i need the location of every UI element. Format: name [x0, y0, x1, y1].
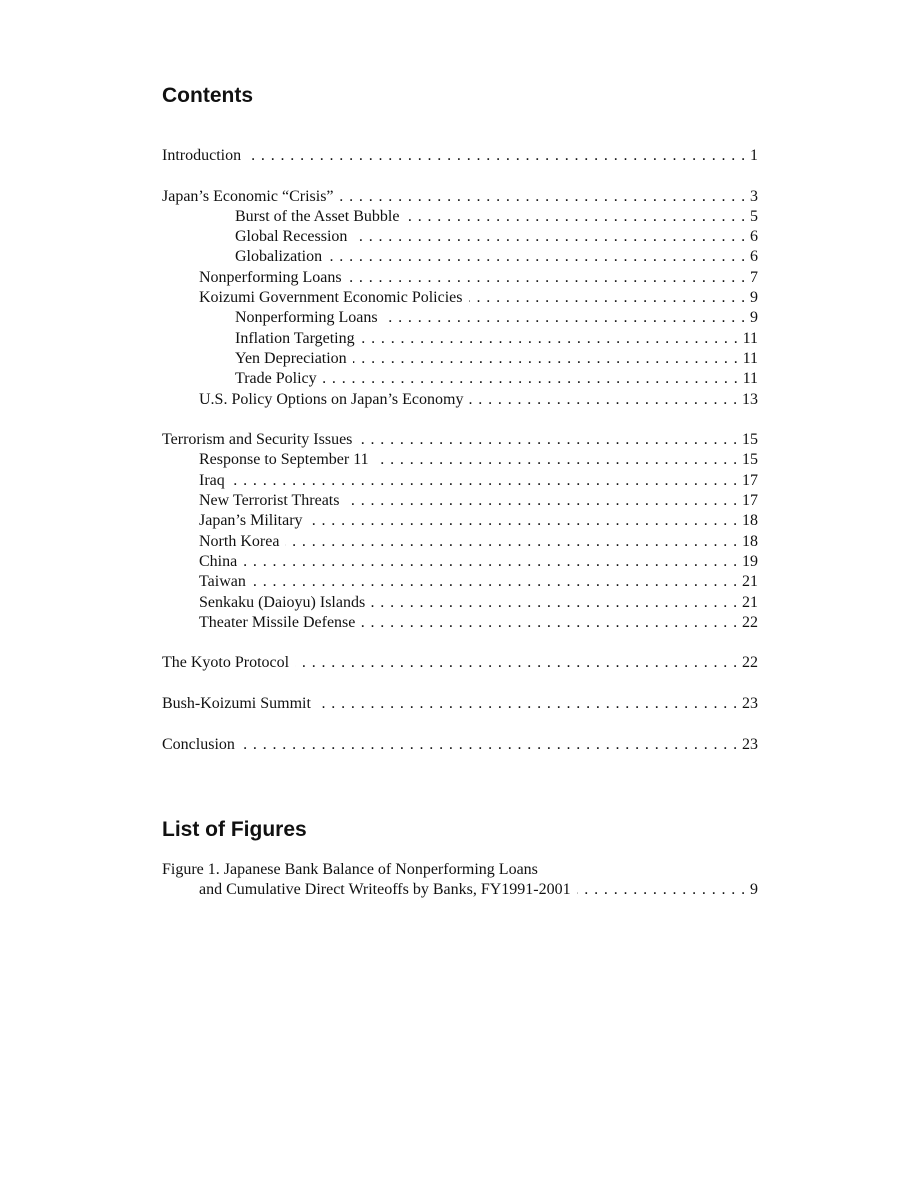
- dot-leader: [469, 390, 738, 410]
- toc-entry-page-number: 18: [742, 532, 758, 550]
- toc-entry-title: Iraq: [199, 471, 225, 489]
- toc-entry[interactable]: [162, 653, 758, 673]
- toc-entry-title: Nonperforming Loans: [199, 268, 342, 286]
- toc-entry[interactable]: [162, 187, 758, 207]
- dot-leader: [328, 247, 746, 267]
- toc-entry-title: Response to September 11: [199, 451, 369, 469]
- toc-entry-page-number: 6: [750, 228, 758, 246]
- toc-entry-title: Globalization: [235, 248, 323, 266]
- toc-entry[interactable]: [162, 268, 758, 288]
- toc-entry[interactable]: [162, 288, 758, 308]
- dot-leader: [241, 735, 738, 755]
- dot-leader: [405, 207, 746, 227]
- toc-entry-page-number: 5: [750, 207, 758, 225]
- dot-leader: [309, 511, 738, 531]
- toc-entry-title: Bush-Koizumi Summit: [162, 695, 311, 713]
- toc-entry[interactable]: [162, 491, 758, 511]
- toc-entry-title: Taiwan: [199, 573, 246, 591]
- dot-leader: [231, 471, 738, 491]
- toc-entry[interactable]: [162, 390, 758, 410]
- toc-entry[interactable]: [162, 572, 758, 592]
- toc-entry-title: Inflation Targeting: [235, 329, 355, 347]
- toc-entry-page-number: 23: [742, 695, 758, 713]
- toc-entry[interactable]: [162, 532, 758, 552]
- toc-entry[interactable]: [162, 349, 758, 369]
- toc-entry-page-number: 1: [750, 147, 758, 164]
- toc-entry-title: New Terrorist Threats: [199, 492, 340, 510]
- toc-entry-page-number: 18: [742, 512, 758, 530]
- dot-leader: [371, 593, 738, 613]
- toc-entry-page-number: 6: [750, 248, 758, 266]
- dot-leader: [323, 369, 739, 389]
- toc-entry[interactable]: [162, 450, 758, 470]
- toc-entry-title: Conclusion: [162, 735, 235, 753]
- toc-entry[interactable]: [162, 247, 758, 267]
- toc-entry[interactable]: [162, 593, 758, 613]
- toc-entry-title: China: [199, 552, 238, 570]
- toc-entry[interactable]: [162, 694, 758, 714]
- toc-entry-page-number: 3: [750, 187, 758, 205]
- dot-leader: [361, 329, 739, 349]
- toc-entry-page-number: 22: [742, 654, 758, 672]
- dot-leader: [252, 572, 738, 592]
- toc-entry[interactable]: [162, 146, 758, 166]
- toc-entry[interactable]: [162, 471, 758, 491]
- figure-entry-title-line2-row: [162, 880, 758, 900]
- toc-entry[interactable]: [162, 511, 758, 531]
- toc-entry-page-number: 22: [742, 613, 758, 631]
- dot-leader: [353, 227, 746, 247]
- dot-leader: [384, 308, 746, 328]
- toc-entry-title: Koizumi Government Economic Policies: [199, 289, 463, 307]
- dot-leader: [469, 288, 747, 308]
- toc-entry-page-number: 15: [742, 451, 758, 469]
- toc-entry[interactable]: [162, 308, 758, 328]
- dot-leader: [243, 552, 738, 572]
- toc-entry-page-number: 11: [742, 349, 758, 367]
- dot-leader: [345, 491, 738, 511]
- toc-entry-title: Nonperforming Loans: [235, 309, 378, 327]
- dot-leader: [295, 653, 738, 673]
- dot-leader: [361, 613, 738, 633]
- toc-entry[interactable]: [162, 735, 758, 755]
- toc-entry-title: North Korea: [199, 532, 280, 550]
- dot-leader: [577, 880, 746, 900]
- toc-entry-title: Japan’s Economic “Crisis”: [162, 187, 334, 205]
- toc-entry-title: Global Recession: [235, 228, 348, 246]
- toc-entry-page-number: 9: [750, 289, 758, 307]
- toc-entry[interactable]: [162, 227, 758, 247]
- toc-entry-page-number: 19: [742, 552, 758, 570]
- dot-leader: [348, 268, 746, 288]
- toc-entry-title: U.S. Policy Options on Japan’s Economy: [199, 390, 464, 408]
- toc-entry-page-number: 13: [742, 390, 758, 408]
- toc-entry-page-number: 7: [750, 268, 758, 286]
- figure-entry-title-line1: Figure 1. Japanese Bank Balance of Nonperforming Loans: [162, 861, 538, 878]
- toc-entry-title: Yen Depreciation: [235, 349, 347, 367]
- toc-entry-title: Theater Missile Defense: [199, 613, 356, 631]
- toc-entry-title: Japan’s Military: [199, 512, 303, 530]
- dot-leader: [375, 450, 738, 470]
- toc-entry[interactable]: [162, 552, 758, 572]
- dot-leader: [340, 187, 746, 207]
- toc-entry-page-number: 17: [742, 471, 758, 489]
- figure-entry[interactable]: [162, 860, 758, 901]
- toc-entry[interactable]: [162, 613, 758, 633]
- list-of-figures: [162, 860, 758, 901]
- toc-entry-page-number: 21: [742, 593, 758, 611]
- toc-entry[interactable]: [162, 207, 758, 227]
- toc-entry-title: Burst of the Asset Bubble: [235, 207, 400, 225]
- toc-entry-page-number: 11: [742, 370, 758, 388]
- list-of-figures-heading: List of Figures: [162, 818, 307, 841]
- toc-entry-page-number: 9: [750, 309, 758, 327]
- dot-leader: [353, 349, 739, 369]
- toc-entry-page-number: 15: [742, 431, 758, 449]
- figure-entry-title-line2: and Cumulative Direct Writeoffs by Banks, FY1991-2001: [199, 881, 571, 899]
- contents-heading: Contents: [162, 84, 253, 107]
- dot-leader: [358, 430, 738, 450]
- toc-entry-title: Terrorism and Security Issues: [162, 431, 353, 449]
- toc-entry-page-number: 23: [742, 735, 758, 753]
- table-of-contents: [162, 146, 758, 755]
- dot-leader: [247, 146, 746, 166]
- toc-entry[interactable]: [162, 430, 758, 450]
- dot-leader: [285, 532, 738, 552]
- toc-entry-page-number: 17: [742, 492, 758, 510]
- figure-entry-page-number: 9: [750, 881, 758, 899]
- toc-entry[interactable]: [162, 369, 758, 389]
- toc-entry-title: The Kyoto Protocol: [162, 654, 290, 672]
- toc-entry-title: Senkaku (Daioyu) Islands: [199, 593, 366, 611]
- toc-entry-title: Trade Policy: [235, 370, 317, 388]
- toc-entry-page-number: 11: [742, 329, 758, 347]
- toc-entry[interactable]: [162, 329, 758, 349]
- toc-entry-page-number: 21: [742, 573, 758, 591]
- dot-leader: [317, 694, 738, 714]
- toc-entry-title: Introduction: [162, 147, 242, 164]
